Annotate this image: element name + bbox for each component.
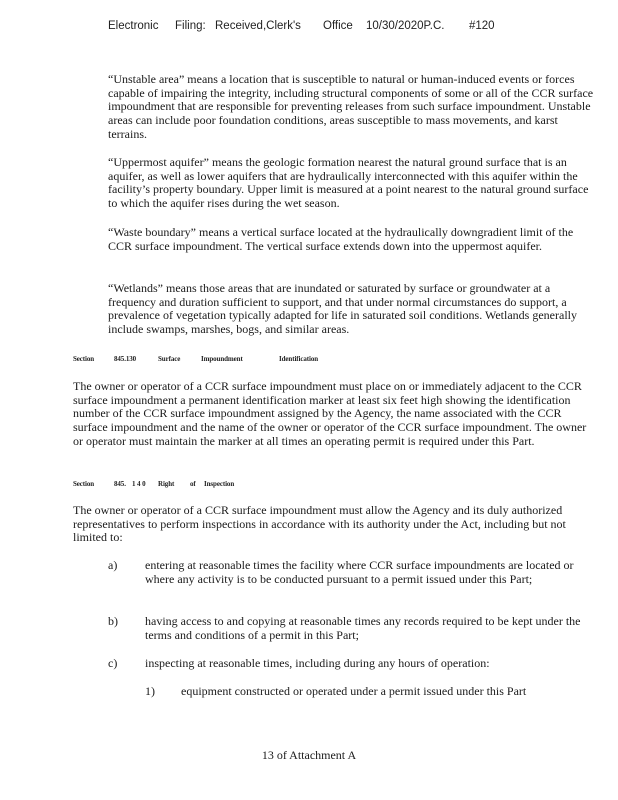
item-label-a: a): [108, 558, 118, 572]
section-word: Section: [73, 480, 95, 488]
section-title-word: Surface: [158, 355, 181, 363]
section-title-word: Impoundment: [201, 355, 243, 363]
header-electronic: Electronic: [108, 20, 159, 32]
definition-uppermost-aquifer: “Uppermost aquifer” means the geologic formation nearest the natural ground surface that is an aquifer, as well as lower aquifers that are hydraulically interconnected with this aquifer within the facility’s property boundary. Upper limit is measured at a point nearest to the natural ground surface to which the aquifer rises during the wet season.: [108, 155, 589, 211]
section-140-text: The owner or operator of a CCR surface impoundment must allow the Agency and its duly authorized representatives to perform inspections in accordance with its authority under the Act, including but not limited to:: [73, 503, 566, 545]
item-label-c: c): [108, 656, 118, 670]
header-date: 10/30/2020P.C.: [366, 20, 445, 32]
section-number: 845.: [114, 480, 126, 488]
item-text-c: inspecting at reasonable times, including during any hours of operation:: [145, 656, 490, 670]
definition-wetlands: “Wetlands” means those areas that are inundated or saturated by surface or groundwater at a frequency and duration sufficient to support, and that under normal circumstances do support, a prevalence of vegetation typically adapted for life in saturated soil conditions. Wetlands generally include swamps, marshes, bogs, and similar areas.: [108, 281, 577, 337]
definition-unstable-area: “Unstable area” means a location that is susceptible to natural or human-induced events or forces capable of impairing the integrity, including structural components of some or all of the CCR surface impoundment that are responsible for preventing releases from such surface impoundment. Unstable areas can include poor foundation conditions, areas susceptible to mass movements, and karst terrains.: [108, 72, 594, 141]
header-received: Received,Clerk's: [215, 20, 301, 32]
item-text-b: having access to and copying at reasonable times any records required to be kept under the terms and conditions of a permit in this Part;: [145, 614, 581, 642]
header-filing: Filing:: [175, 20, 206, 32]
section-title-word: Identification: [279, 355, 319, 363]
header-number: #120: [469, 20, 495, 32]
subitem-text-1: equipment constructed or operated under a permit issued under this Part: [181, 684, 527, 698]
subitem-label-1: 1): [145, 684, 155, 698]
page-footer: 13 of Attachment A: [261, 748, 357, 762]
header-office: Office: [323, 20, 353, 32]
section-title-word: Inspection: [204, 480, 235, 488]
item-text-a: entering at reasonable times the facility where CCR surface impoundments are located or where any activity is to be conducted pursuant to a permit issued under this Part;: [145, 558, 574, 586]
definition-waste-boundary: “Waste boundary” means a vertical surface located at the hydraulically downgradient limit of the CCR surface impoundment. The vertical surface extends down into the uppermost aquifer.: [108, 225, 574, 253]
section-title-word: of: [190, 480, 196, 488]
section-130-text: The owner or operator of a CCR surface impoundment must place on or immediately adjacent to the CCR surface impoundment a permanent identification marker at least six feet high showing the identification number of the CCR surface impoundment assigned by the Agency, the name associated with the CCR surface impoundment and the name of the owner or operator of the CCR surface impoundment. The owner or operator must maintain the marker at all times an operating permit is required under this Part.: [73, 379, 587, 448]
section-number: 1 4 0: [132, 480, 146, 488]
section-number: 845.130: [114, 355, 137, 363]
section-word: Section: [73, 355, 95, 363]
section-title-word: Right: [158, 480, 175, 488]
item-label-b: b): [108, 614, 118, 628]
